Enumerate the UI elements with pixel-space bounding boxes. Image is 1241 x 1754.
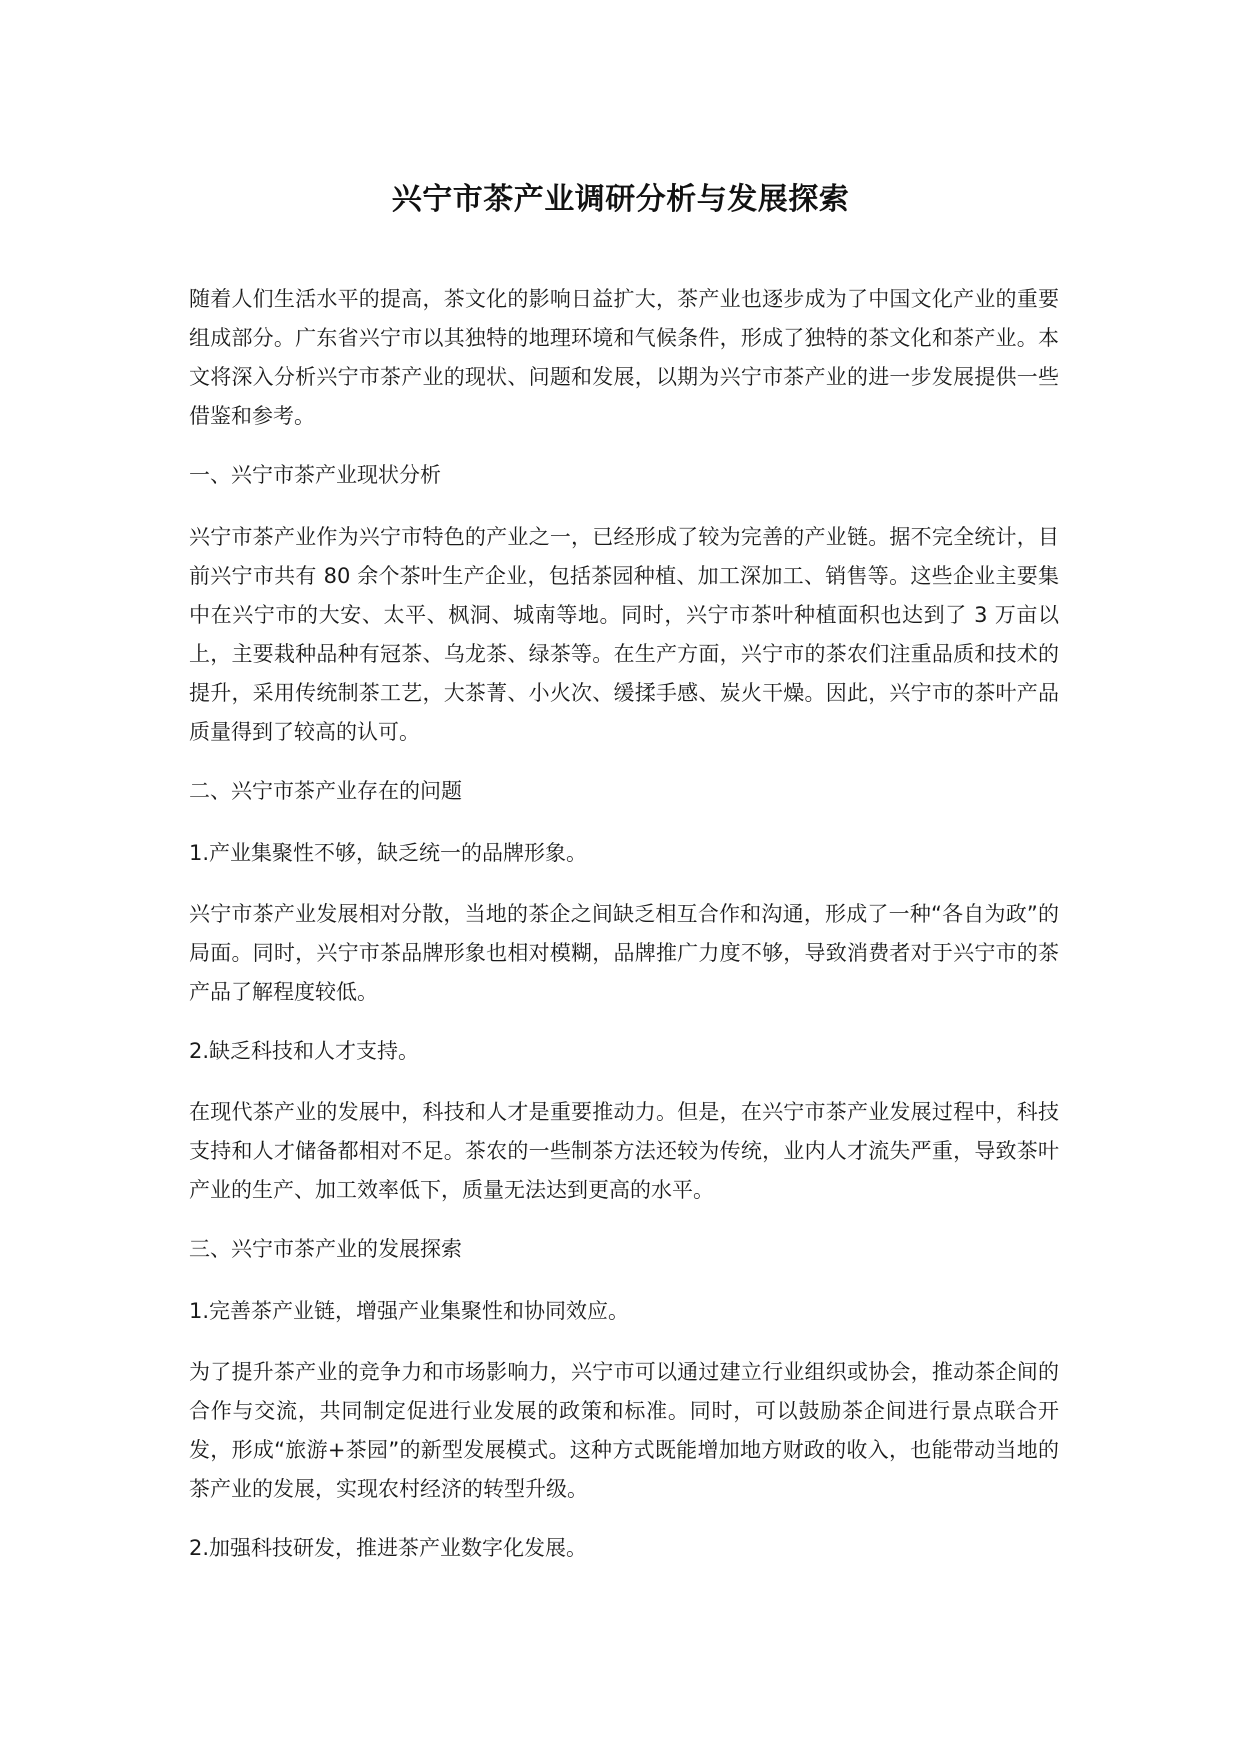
strategy-1-heading: 1.完善茶产业链，增强产业集聚性和协同效应。 — [189, 1299, 630, 1323]
strategy-2-heading: 2.加强科技研发，推进茶产业数字化发展。 — [189, 1536, 588, 1560]
problem-1-paragraph: 兴宁市茶产业发展相对分散，当地的茶企之间缺乏相互合作和沟通，形成了一种“各自为政”的局面。同时，兴宁市茶品牌形象也相对模糊，品牌推广力度不够，导致消费者对于兴宁市的茶产品了解程度较低。 — [189, 902, 1059, 1004]
section-heading-3: 三、兴宁市茶产业的发展探索 — [189, 1237, 462, 1261]
document-body — [189, 280, 1059, 1590]
problem-2-paragraph: 在现代茶产业的发展中，科技和人才是重要推动力。但是，在兴宁市茶产业发展过程中，科技支持和人才储备都相对不足。茶农的一些制茶方法还较为传统，业内人才流失严重，导致茶叶产业的生产、加工效率低下，质量无法达到更高的水平。 — [189, 1100, 1059, 1202]
section-heading-2: 二、兴宁市茶产业存在的问题 — [189, 779, 462, 803]
strategy-1-paragraph: 为了提升茶产业的竞争力和市场影响力，兴宁市可以通过建立行业组织或协会，推动茶企间的合作与交流，共同制定促进行业发展的政策和标准。同时，可以鼓励茶企间进行景点联合开发，形成“旅游+茶园”的新型发展模式。这种方式既能增加地方财政的收入，也能带动当地的茶产业的发展，实现农村经济的转型升级。 — [189, 1360, 1059, 1501]
problem-2-heading: 2.缺乏科技和人才支持。 — [189, 1039, 420, 1063]
document-title: 兴宁市茶产业调研分析与发展探索 — [391, 182, 850, 217]
section-heading-1: 一、兴宁市茶产业现状分析 — [189, 463, 441, 487]
intro-paragraph: 随着人们生活水平的提高，茶文化的影响日益扩大，茶产业也逐步成为了中国文化产业的重要组成部分。广东省兴宁市以其独特的地理环境和气候条件，形成了独特的茶文化和茶产业。本文将深入分析兴宁市茶产业的现状、问题和发展，以期为兴宁市茶产业的进一步发展提供一些借鉴和参考。 — [189, 287, 1059, 428]
section-1-paragraph: 兴宁市茶产业作为兴宁市特色的产业之一，已经形成了较为完善的产业链。据不完全统计，目前兴宁市共有 80 余个茶叶生产企业，包括茶园种植、加工深加工、销售等。这些企业主要集中在兴宁市的大安、太平、枫洞、城南等地。同时，兴宁市茶叶种植面积也达到了 3 万亩以上，主要栽种品种有冠茶、乌龙茶、绿茶等。在生产方面，兴宁市的茶农们注重品质和技术的提升，采用传统制茶工艺，大茶菁、小火次、缓揉手感、炭火干燥。因此，兴宁市的茶叶产品质量得到了较高的认可。 — [189, 525, 1059, 744]
problem-1-heading: 1.产业集聚性不够，缺乏统一的品牌形象。 — [189, 841, 588, 865]
